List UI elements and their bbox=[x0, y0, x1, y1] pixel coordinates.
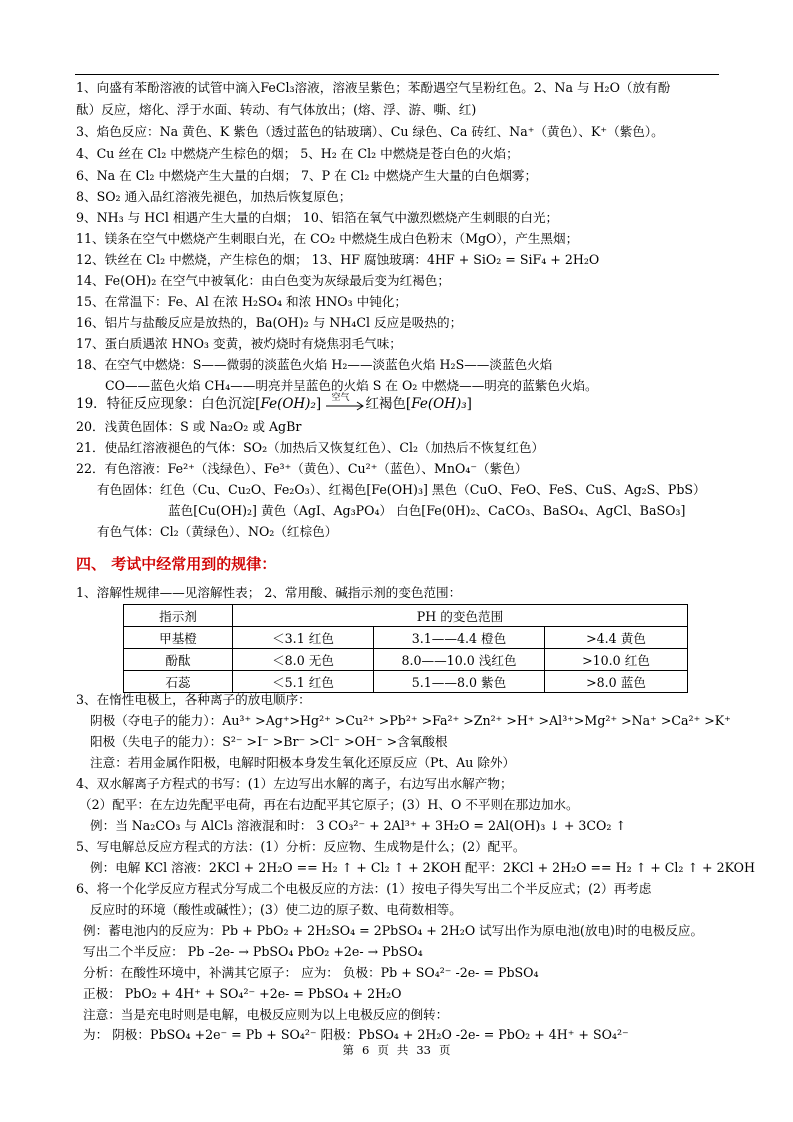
reaction-arrow bbox=[325, 392, 365, 413]
text-line: （2）配平：在左边先配平电荷，再在右边配平其它原子；(3）H、O 不平则在那边加水。 bbox=[79, 797, 579, 812]
text-line: 分析：在酸性环境中，补满其它原子： 应为： 负极：Pb + SO₄²⁻ -2e- = PbSO₄ bbox=[83, 965, 539, 980]
text-line: 例：蓄电池内的反应为：Pb + PbO₂ + 2H₂SO₄ = 2PbSO₄ + 2H₂O 试写出作为原电池(放电)时的电极反应。 bbox=[83, 923, 704, 938]
table-cell: 酚酞 bbox=[124, 649, 233, 671]
arrow-icon bbox=[325, 397, 365, 413]
text-line: 4、Cu 丝在 Cl₂ 中燃烧产生棕色的烟； 5、H₂ 在 Cl₂ 中燃烧是苍白色的火焰； bbox=[76, 146, 519, 161]
text-line: 3、焰色反应：Na 黄色、K 紫色（透过蓝色的钴玻璃）、Cu 绿色、Ca 砖红、Na⁺（黄色）、K⁺（紫色）。 bbox=[76, 124, 664, 139]
indicator-table bbox=[123, 604, 688, 693]
text-line: 1、溶解性规律——见溶解性表； 2、常用酸、碱指示剂的变色范围： bbox=[76, 585, 462, 600]
text-line: 阳极（失电子的能力）：S²⁻ >I⁻ >Br⁻ >Cl⁻ >OH⁻ >含氧酸根 bbox=[90, 734, 448, 749]
reaction-phenomenon-line bbox=[76, 392, 472, 414]
text-fragment: 红褐色[ bbox=[365, 396, 412, 412]
table-cell: 石蕊 bbox=[124, 671, 233, 693]
total-pages: 33 bbox=[416, 1043, 431, 1057]
table-cell: >8.0 蓝色 bbox=[545, 671, 688, 693]
text-line: 6、Na 在 Cl₂ 中燃烧产生大量的白烟； 7、P 在 Cl₂ 中燃烧产生大量的白色烟雾； bbox=[76, 168, 538, 183]
text-line: 例：当 Na₂CO₃ 与 AlCl₃ 溶液混和时： 3 CO₃²⁻ + 2Al³⁺ + 3H₂O = 2Al(OH)₃ ↓ + 3CO₂ ↑ bbox=[90, 818, 626, 833]
text-line: 11、镁条在空气中燃烧产生刺眼白光，在 CO₂ 中燃烧生成白色粉末（MgO），产生黑烟； bbox=[76, 231, 579, 246]
page-number: 6 bbox=[362, 1043, 370, 1057]
text-line: 为： 阴极：PbSO₄ +2e⁻ = Pb + SO₄²⁻ 阳极：PbSO₄ + 2H₂O -2e- = PbO₂ + 4H⁺ + SO₄²⁻ bbox=[83, 1027, 629, 1042]
text-line: 17、蛋白质遇浓 HNO₃ 变黄，被灼烧时有烧焦羽毛气味； bbox=[76, 336, 402, 351]
table-header-cell: 指示剂 bbox=[124, 605, 233, 627]
text-line: 20．浅黄色固体：S 或 Na₂O₂ 或 AgBr bbox=[76, 419, 302, 434]
text-line: 18、在空气中燃烧：S——微弱的淡蓝色火焰 H₂——淡蓝色火焰 H₂S——淡蓝色火焰 bbox=[76, 357, 553, 372]
text-line: 9、NH₃ 与 HCl 相遇产生大量的白烟； 10、铝箔在氧气中激烈燃烧产生刺眼的白光； bbox=[76, 210, 559, 225]
text-line: 5、写电解总反应方程式的方法：(1）分析：反应物、生成物是什么；(2）配平。 bbox=[76, 839, 526, 854]
text-line: 16、铝片与盐酸反应是放热的，Ba(OH)₂ 与 NH₄Cl 反应是吸热的； bbox=[76, 315, 463, 330]
formula: Fe(OH)₂ bbox=[260, 396, 316, 412]
text-line: 8、SO₂ 通入品红溶液先褪色，加热后恢复原色； bbox=[76, 189, 352, 204]
text-fragment: 19．特征反应现象：白色沉淀[ bbox=[76, 396, 261, 412]
text-line: 12、铁丝在 Cl₂ 中燃烧，产生棕色的烟； 13、HF 腐蚀玻璃：4HF + SiO₂ = SiF₄ + 2H₂O bbox=[76, 252, 600, 267]
table-cell: ＜8.0 无色 bbox=[233, 649, 374, 671]
text-line: 有色气体：Cl₂（黄绿色）、NO₂（红棕色） bbox=[97, 524, 338, 539]
text-line: 阴极（夺电子的能力）：Au³⁺ >Ag⁺>Hg²⁺ >Cu²⁺ >Pb²⁺ >Fa²⁺ >Zn²⁺ >H⁺ >Al³⁺>Mg²⁺ >Na⁺ >Ca²⁺ >K⁺ bbox=[90, 713, 731, 728]
table-cell: ＜3.1 红色 bbox=[233, 627, 374, 649]
footer-text: 页 bbox=[438, 1043, 451, 1057]
table-cell: >4.4 黄色 bbox=[545, 627, 688, 649]
text-line: 蓝色[Cu(OH)₂] 黄色（AgI、Ag₃PO₄） 白色[Fe(0H)₂、CaCO₃、BaSO₄、AgCl、BaSO₃] bbox=[168, 503, 686, 518]
text-fragment: ] bbox=[315, 396, 322, 412]
section-heading: 四、 考试中经常用到的规律： bbox=[76, 555, 277, 573]
text-fragment: ] bbox=[466, 396, 472, 412]
table-header-cell: PH 的变色范围 bbox=[233, 605, 688, 627]
text-line: 正极： PbO₂ + 4H⁺ + SO₄²⁻ +2e- = PbSO₄ + 2H₂O bbox=[83, 986, 402, 1001]
table-cell: 8.0——10.0 浅红色 bbox=[374, 649, 545, 671]
table-header-row bbox=[124, 605, 688, 627]
table-row bbox=[124, 649, 688, 671]
text-line: 22．有色溶液：Fe²⁺（浅绿色）、Fe³⁺（黄色）、Cu²⁺（蓝色）、MnO₄⁻（紫色） bbox=[76, 461, 528, 476]
header-rule bbox=[75, 74, 719, 75]
arrow-label: 空气 bbox=[331, 392, 350, 403]
text-line: 3、在惰性电极上，各种离子的放电顺序： bbox=[76, 692, 311, 707]
table-cell: 甲基橙 bbox=[124, 627, 233, 649]
table-cell: 5.1——8.0 紫色 bbox=[374, 671, 545, 693]
footer-text: 共 bbox=[396, 1043, 409, 1057]
text-line: 4、双水解离子方程式的书写：(1）左边写出水解的离子，右边写出水解产物； bbox=[76, 776, 513, 791]
table-row bbox=[124, 627, 688, 649]
footer-text: 页 bbox=[377, 1043, 389, 1057]
table-cell: 3.1——4.4 橙色 bbox=[374, 627, 545, 649]
page-footer bbox=[0, 1042, 793, 1058]
text-line: CO——蓝色火焰 CH₄——明亮并呈蓝色的火焰 S 在 O₂ 中燃烧——明亮的蓝紫色火焰。 bbox=[105, 378, 598, 393]
text-line: 酞）反应，熔化、浮于水面、转动、有气体放出；(熔、浮、游、嘶、红) bbox=[76, 102, 477, 117]
text-line: 6、将一个化学反应方程式分写成二个电极反应的方法：(1）按电子得失写出二个半反应式；(2）再考虑 bbox=[76, 881, 652, 896]
text-line: 反应时的环境（酸性或碱性）；(3）使二边的原子数、电荷数相等。 bbox=[90, 902, 462, 917]
text-line: 写出二个半反应： Pb –2e- → PbSO₄ PbO₂ +2e- → PbSO₄ bbox=[83, 944, 423, 959]
text-line: 例：电解 KCl 溶液：2KCl + 2H₂O == H₂ ↑ + Cl₂ ↑ + 2KOH 配平：2KCl + 2H₂O == H₂ ↑ + Cl₂ ↑ + 2KOH bbox=[90, 860, 755, 875]
text-line: 1、向盛有苯酚溶液的试管中滴入FeCl₃溶液，溶液呈紫色；苯酚遇空气呈粉红色。2、Na 与 H₂O（放有酚 bbox=[76, 80, 671, 95]
text-line: 14、Fe(OH)₂ 在空气中被氧化：由白色变为灰绿最后变为红褐色； bbox=[76, 273, 450, 288]
text-line: 21．使品红溶液褪色的气体：SO₂（加热后又恢复红色）、Cl₂（加热后不恢复红色） bbox=[76, 440, 545, 455]
text-line: 注意：当是充电时则是电解，电极反应则为以上电极反应的倒转： bbox=[83, 1007, 449, 1022]
table-cell: >10.0 红色 bbox=[545, 649, 688, 671]
text-line: 注意：若用金属作阳极，电解时阳极本身发生氧化还原反应（Pt、Au 除外） bbox=[90, 755, 516, 770]
text-line: 有色固体：红色（Cu、Cu₂O、Fe₂O₃）、红褐色[Fe(OH)₃] 黑色（CuO、FeO、FeS、CuS、Ag₂S、PbS） bbox=[97, 482, 706, 497]
text-line: 15、在常温下：Fe、Al 在浓 H₂SO₄ 和浓 HNO₃ 中钝化； bbox=[76, 294, 407, 309]
footer-text: 第 bbox=[342, 1043, 355, 1057]
formula: Fe(OH)₃ bbox=[411, 396, 467, 412]
table-cell: ＜5.1 红色 bbox=[233, 671, 374, 693]
